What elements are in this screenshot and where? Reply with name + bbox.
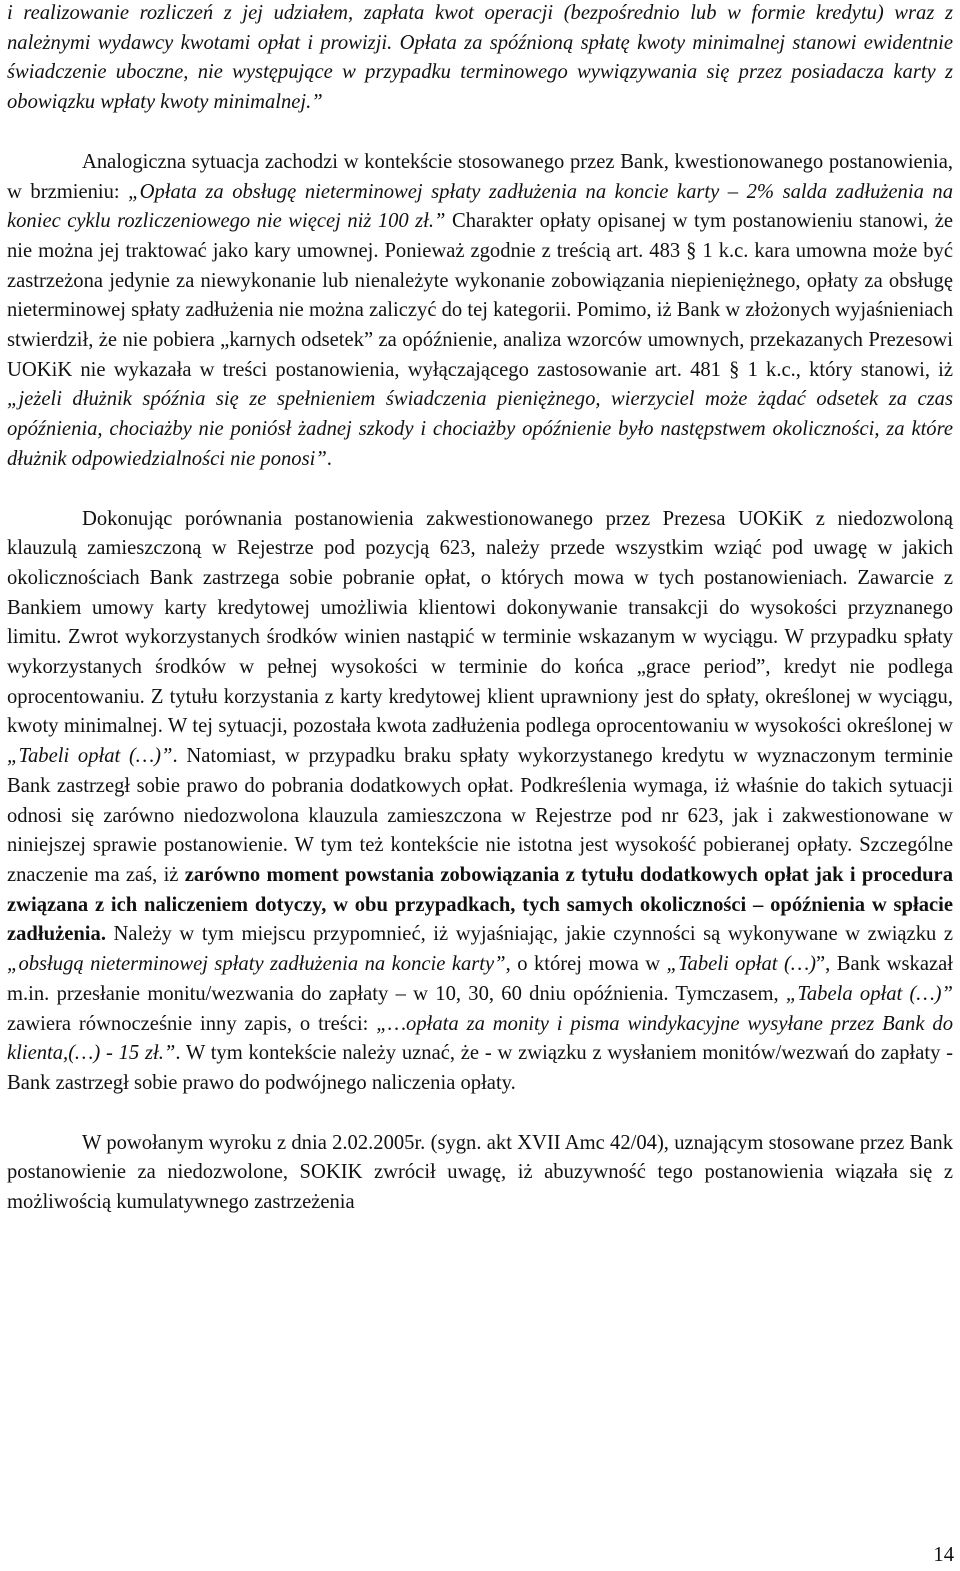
quoted-text: i realizowanie rozliczeń z jej udziałem, zapłata kwot operacji (bezpośrednio lub w formie kredytu) wraz z należnymi wydawcy kwotami opłat i prowizji. Opłata za spóźnioną spłatę kwoty minimalnej stanowi ewidentnie świadczenie uboczne, nie występujące w przypadku terminowego wywiązywania się przez posiadacza karty z obowiązku wpłaty kwoty minimalnej.”: [7, 2, 953, 114]
text-run: W powołanym wyroku z dnia 2.02.2005r. (sygn. akt XVII Amc 42/04), uznającym stosowane przez Bank postanowienie za niedozwolone, SOKIK zwrócił uwagę, iż abuzywność tego postanowienia wiązała się z możliwością kumulatywnego zastrzeżenia: [7, 1131, 953, 1214]
text-run: zawiera równocześnie inny zapis, o treści:: [7, 1012, 377, 1035]
text-run: , o której mowa w: [505, 953, 667, 976]
text-run: Należy w tym miejscu przypomnieć, iż wyjaśniając, jakie czynności są wykonywane w związku z: [105, 923, 953, 946]
text-run: . W tym kontekście należy uznać, że - w związku z wysłaniem monitów/wezwań do zapłaty - Bank zastrzegł sobie prawo do podwójnego naliczenia opłaty.: [7, 1042, 953, 1094]
paragraph-quote-continuation: [7, 0, 953, 118]
quoted-service: „obsługą nieterminowej spłaty zadłużenia na koncie karty”: [7, 953, 506, 976]
quoted-table-ref: „Tabela opłat (…)”: [785, 982, 953, 1005]
text-run: .: [326, 447, 332, 470]
text-run: ”, Bank wskazał m.in. przesłanie monitu/wezwania do zapłaty – w 10, 30, 60 dniu opóźnienia. Tymczasem,: [7, 953, 953, 1005]
emphasized-text: zarówno moment powstania zobowiązania z tytułu dodatkowych opłat jak i procedura związana z ich naliczeniem dotyczy, w obu przypadkach, tych samych okoliczności – opóźnienia w spłacie zadłużenia.: [7, 863, 953, 946]
paragraph-judgment: [7, 1129, 953, 1218]
text-run: Charakter opłaty opisanej w tym postanowieniu stanowi, że nie można jej traktować jako kary umownej. Ponieważ zgodnie z treścią art. 483 § 1 k.c. kara umowna może być zastrzeżona jedynie za niewykonanie lub nienależyte wykonanie zobowiązania niepieniężnego, opłaty za obsługę nieterminowej spłaty zadłużenia nie można zaliczyć do tej kategorii. Pomimo, iż Bank w złożonych wyjaśnieniach stwierdził, że nie pobiera „karnych odsetek” za opóźnienie, analiza wzorców umownych, przekazanych Prezesowi UOKiK nie wykazała w treści postanowienia, wyłączającego zastosowanie art. 481 § 1 k.c., który stanowi, iż: [7, 210, 954, 381]
quoted-statute: „jeżeli dłużnik spóźnia się ze spełnieniem świadczenia pieniężnego, wierzyciel może żądać odsetek za czas opóźnienia, chociażby nie poniósł żadnej szkody i chociażby opóźnienie było następstwem okoliczności, za które dłużnik odpowiedzialności nie ponosi”: [7, 388, 953, 470]
quoted-table-ref: „Tabeli opłat (…): [666, 953, 816, 976]
paragraph-comparison: [7, 505, 953, 1099]
quoted-clause: „Opłata za obsługę nieterminowej spłaty zadłużenia na koncie karty – 2% salda zadłużenia na koniec cyklu rozliczeniowego nie więcej niż 100 zł.”: [7, 180, 953, 233]
text-run: . Natomiast, w przypadku braku spłaty wykorzystanego kredytu w wyznaczonym terminie Bank zastrzegł sobie prawo do pobrania dodatkowych opłat. Podkreślenia wymaga, iż właśnie do takich sytuacji odnosi się zarówno niedozwolona klauzula zamieszczona w Rejestrze pod nr 623, jak i zakwestionowane w niniejszej sprawie postanowienie. W tym też kontekście nie istotna jest wysokość pobieranej opłaty. Szczególne znaczenie ma zaś, iż: [7, 745, 953, 886]
paragraph-analogous-situation: [7, 148, 953, 475]
text-run: Dokonując porównania postanowienia zakwestionowanego przez Prezesa UOKiK z niedozwoloną klauzulą zamieszczoną w Rejestrze pod pozycją 623, należy przede wszystkim wziąć pod uwagę w jakich okolicznościach Bank zastrzega sobie pobranie opłat, o których mowa w tych postanowieniach. Zawarcie z Bankiem umowy karty kredytowej umożliwia klientowi dokonywanie transakcji do wysokości przyznanego limitu. Zwrot wykorzystanych środków winien nastąpić w terminie wskazanym w wyciągu. W przypadku spłaty wykorzystanych środków w pełnej wysokości w terminie do końca „grace period”, kredyt nie podlega oprocentowaniu. Z tytułu korzystania z karty kredytowej klient uprawniony jest do spłaty, określonej w wyciągu, kwoty minimalnej. W tej sytuacji, pozostała kwota zadłużenia podlega oprocentowaniu w wysokości określonej w: [7, 507, 953, 738]
text-run: Analogiczna sytuacja zachodzi w kontekście stosowanego przez Bank, kwestionowanego postanowienia, w brzmieniu:: [7, 150, 953, 203]
document-page: [7, 0, 953, 1218]
page-number: 14: [933, 1544, 954, 1566]
quoted-table-ref: „Tabeli opłat (…)”: [7, 745, 173, 768]
quoted-fee-entry: „…opłata za monity i pisma windykacyjne wysyłane przez Bank do klienta,(…) - 15 zł.”: [7, 1012, 953, 1065]
